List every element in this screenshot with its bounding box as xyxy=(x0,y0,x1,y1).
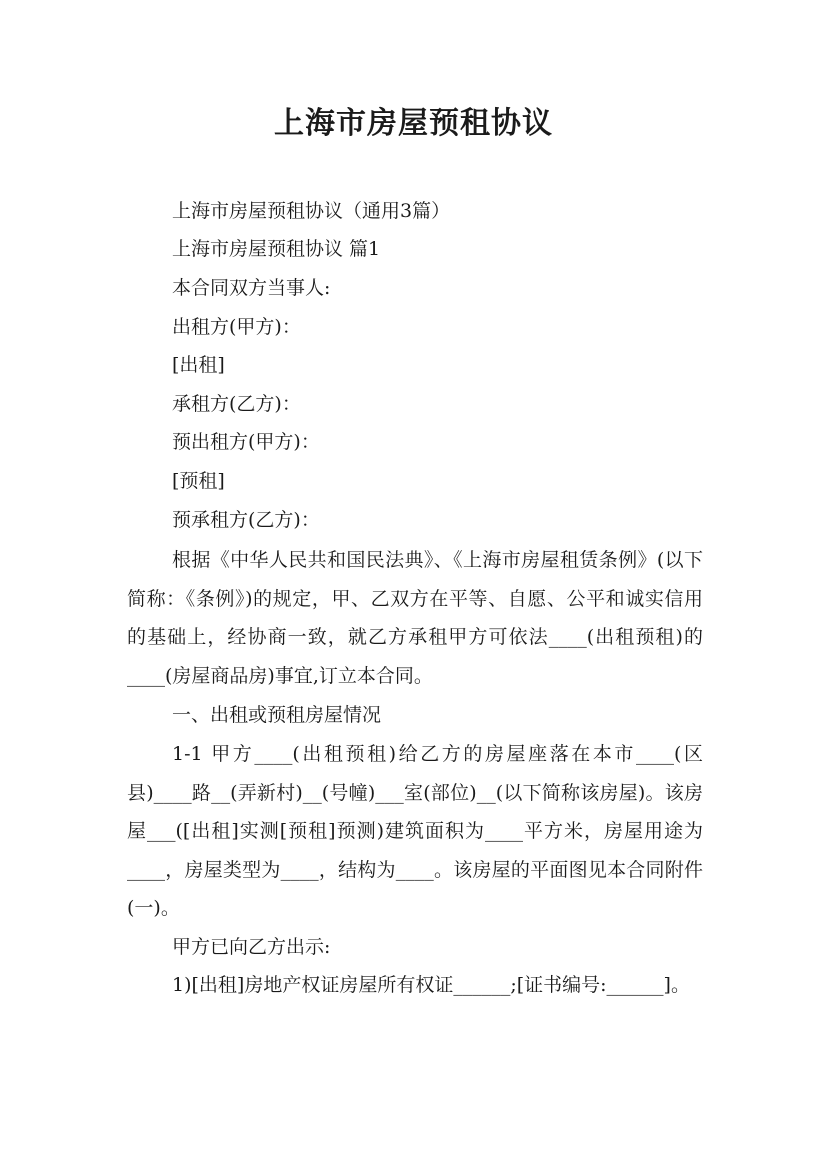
lessor-label: 出租方(甲方)： xyxy=(172,316,301,338)
basis-paragraph: 根据《中华人民共和国民法典》、《上海市房屋租赁条例》(以下简称：《条例》)的规定，甲、乙双方在平等、自愿、公平和诚实信用的基础上，经协商一致，就乙方承租甲方可依法____(出租预租)的____(房屋商品房)事宜,订立本合同。 xyxy=(127,549,703,687)
section-name-line: 上海市房屋预租协议 篇1 xyxy=(172,238,381,260)
subtitle-line: 上海市房屋预租协议（通用3篇） xyxy=(172,200,451,222)
document-title: 上海市房屋预租协议 xyxy=(274,106,553,141)
lessee-label: 承租方(乙方)： xyxy=(172,393,301,415)
parties-heading: 本合同双方当事人: xyxy=(172,277,331,299)
shown-heading: 甲方已向乙方出示: xyxy=(172,936,331,958)
clause-1-1-paragraph: 1-1 甲方____(出租预租)给乙方的房屋座落在本市____(区县)____路__(弄新村)__(号幢)___室(部位)__(以下简称该房屋)。该房屋___([出租]实测[预租]预测)建筑面积为____平方米，房屋用途为____，房屋类型为____，结构为____。该房屋的平面图见本合同附件(一)。 xyxy=(127,743,703,919)
section-heading: 一、出租或预租房屋情况 xyxy=(172,704,382,726)
pre-lessor-label: 预出租方(甲方)： xyxy=(172,431,320,453)
pre-lessee-label: 预承租方(乙方)： xyxy=(172,509,320,531)
pre-rent-tag: [预租] xyxy=(172,470,225,492)
certificate-paragraph: 1)[出租]房地产权证房屋所有权证______;[证书编号:______]。 xyxy=(172,974,690,996)
rent-tag: [出租] xyxy=(172,354,225,376)
